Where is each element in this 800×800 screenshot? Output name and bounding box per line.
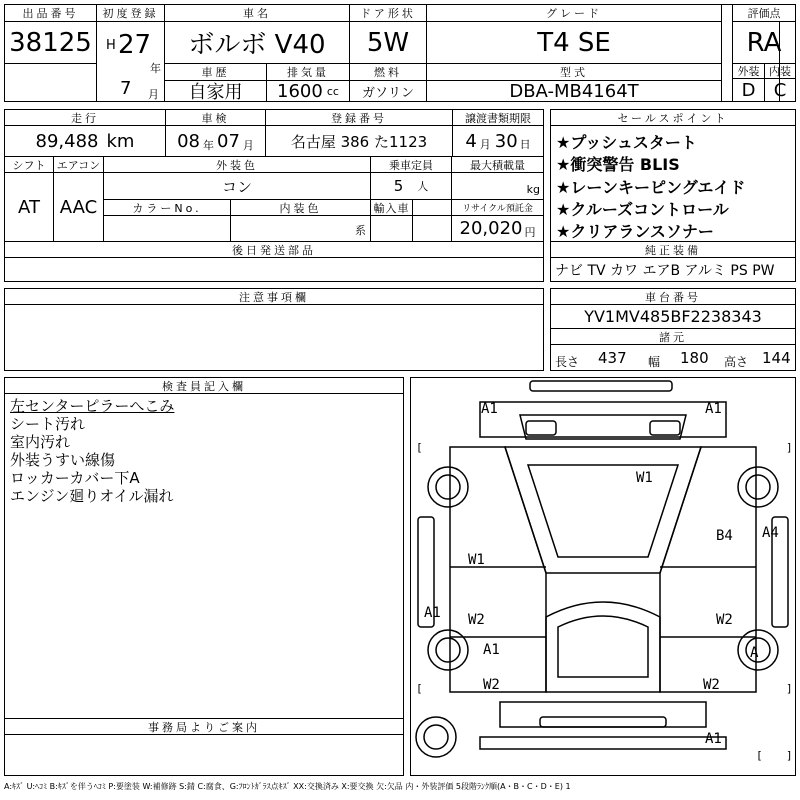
sales-point-2: ★衝突警告 BLIS [556, 155, 680, 174]
lot-value: 38125 [4, 21, 97, 64]
inspector-line-3: 室内汚れ [10, 433, 71, 451]
capacity-label: 乗車定員 [370, 156, 452, 173]
damage-w2-bottom-right: W2 [703, 677, 720, 693]
score-label: 評価点 [732, 4, 796, 22]
model-value: DBA-MB4164T [426, 80, 722, 102]
capacity-value: 5 [393, 177, 404, 195]
fuel-value: ガソリン [349, 80, 427, 102]
dimensions-row [550, 344, 796, 371]
damage-b4: B4 [716, 528, 733, 544]
door-label: ドア形状 [349, 4, 427, 22]
svg-text:[: [ [416, 682, 423, 695]
import-value-2 [412, 215, 452, 242]
damage-w2-left: W2 [468, 612, 485, 628]
inspector-line-4: 外装うすい線傷 [10, 451, 116, 469]
capacity-unit: 人 [417, 180, 429, 193]
sales-point-5: ★クリアランスソナー [556, 222, 714, 241]
color-no-label: カラーNo. [103, 199, 231, 216]
interior-grade: C [764, 78, 796, 102]
displacement-cell [266, 80, 350, 102]
recycle-value: 20,020 [459, 218, 523, 239]
reg-month: 7 [120, 78, 132, 99]
reg-year: 27 [118, 30, 152, 60]
inspector-line-2: シート汚れ [10, 415, 86, 433]
lot-blank [4, 63, 97, 102]
length-value: 437 [598, 349, 627, 367]
exterior-label: 外装 [732, 63, 765, 79]
shift-label: シフト [4, 156, 54, 173]
load-unit: kg [526, 183, 540, 196]
inspector-label: 検査員記入欄 [4, 377, 404, 394]
inspector-line-5: ロッカーカバー下A [10, 469, 140, 487]
transfer-day-unit: 日 [519, 138, 531, 151]
later-parts-label: 後日発送部品 [4, 241, 544, 258]
color-value: コン [103, 172, 371, 200]
color-no-value [103, 215, 231, 242]
later-parts-area [4, 257, 544, 282]
damage-a-wheel: A [750, 645, 759, 661]
first-reg-label: 初度登録 [96, 4, 165, 22]
era: H [106, 38, 116, 53]
score-value: RA [732, 21, 796, 64]
mileage-cell [4, 125, 166, 157]
length-label: 長さ [555, 355, 580, 369]
transfer-month-unit: 月 [479, 138, 491, 151]
inspector-line-6: エンジン廻りオイル漏れ [10, 487, 174, 505]
damage-w2-right: W2 [716, 612, 733, 628]
chassis-label: 車台番号 [550, 288, 796, 305]
width-label: 幅 [648, 355, 661, 369]
car-name-label: 車名 [164, 4, 350, 22]
aircon-label: エアコン [53, 156, 104, 173]
displacement-unit: cc [326, 84, 339, 98]
sales-points-label: セールスポイント [550, 109, 796, 126]
fuel-label: 燃料 [349, 63, 427, 81]
plate-label: 登録番号 [265, 109, 453, 126]
svg-text:[: [ [416, 441, 423, 454]
interior-color-label: 内装色 [230, 199, 371, 216]
interior-label: 内装 [764, 63, 796, 79]
inspection-month: 07 [217, 130, 240, 152]
transfer-day: 30 [494, 130, 518, 152]
office-label: 事務局よりご案内 [4, 718, 404, 735]
inspection-cell [165, 125, 266, 157]
reg-month-unit: 月 [148, 88, 159, 101]
equipment-label: 純正装備 [550, 241, 796, 258]
aircon-value: AAC [53, 172, 104, 242]
car-diagram [410, 377, 796, 776]
sales-point-3: ★レーンキーピングエイド [556, 178, 746, 197]
model-label: 型式 [426, 63, 722, 81]
shift-value: AT [4, 172, 54, 242]
legend: A:ｷｽﾞ U:ﾍｺﾐ B:ｷｽﾞを伴うﾍｺﾐ P:要塗装 W:補修跡 S:錆 C:腐食、G:ﾌﾛﾝﾄｶﾞﾗｽ点ｷｽﾞ XX:交換済み X:要交換 欠:欠品 内・外装評価 5段階ﾗﾝｸ順(A・B・C・D・E) 1 [4, 782, 571, 791]
lot-label: 出品番号 [4, 4, 97, 22]
damage-a1-mid: A1 [483, 642, 500, 658]
exterior-grade: D [732, 78, 765, 102]
damage-a1-top-right: A1 [705, 401, 722, 417]
mileage-label: 走行 [4, 109, 166, 126]
inspection-year-unit: 年 [203, 139, 214, 152]
damage-a1-bottom: A1 [705, 731, 722, 747]
grade-label: グレード [426, 4, 722, 22]
damage-a1-left: A1 [424, 605, 441, 621]
office-area [4, 734, 404, 776]
damage-a1-top-left: A1 [481, 401, 498, 417]
sales-point-4: ★クルーズコントロール [556, 200, 729, 219]
mileage-value: 89,488 [35, 130, 99, 152]
import-value [370, 215, 413, 242]
svg-text:]: ] [786, 441, 793, 454]
displacement-value: 1600 [277, 80, 323, 102]
svg-text:]: ] [786, 749, 793, 762]
inspector-line-1: 左センターピラーへこみ [10, 397, 175, 415]
transfer-cell [452, 125, 544, 157]
load-label: 最大積載量 [451, 156, 544, 173]
door-value: 5W [349, 21, 427, 64]
inspection-year: 08 [177, 130, 200, 152]
damage-w2-bottom-left: W2 [483, 677, 500, 693]
dimensions-label: 諸元 [550, 328, 796, 345]
grade-value: T4 SE [426, 21, 722, 64]
load-cell [451, 172, 544, 200]
damage-w1-left: W1 [468, 552, 485, 568]
displacement-label: 排気量 [266, 63, 350, 81]
height-label: 高さ [724, 355, 749, 369]
equipment-value: ナビ TV カワ エアB アルミ PS PW [555, 262, 775, 279]
notes-label: 注意事項欄 [4, 288, 544, 305]
width-value: 180 [680, 349, 709, 367]
inspection-month-unit: 月 [242, 139, 254, 152]
interior-color-cell [230, 215, 371, 242]
history-value: 自家用 [164, 80, 267, 102]
transfer-month: 4 [465, 130, 477, 152]
damage-a4: A4 [762, 525, 779, 541]
recycle-cell [451, 215, 544, 242]
plate-value: 名古屋 386 た1123 [265, 125, 453, 157]
import-label: 輸入車 [370, 199, 413, 216]
recycle-label: リサイクル預託金 [451, 199, 544, 216]
color-label: 外装色 [103, 156, 371, 173]
svg-text:[: [ [756, 749, 763, 762]
height-value: 144 [762, 349, 791, 367]
svg-text:]: ] [786, 682, 793, 695]
car-name: ボルボ V40 [164, 21, 350, 64]
chassis-value: YV1MV485BF2238343 [550, 304, 796, 329]
inspection-label: 車検 [165, 109, 266, 126]
recycle-unit: 円 [524, 225, 536, 239]
damage-w1-roof: W1 [636, 470, 653, 486]
interior-color-unit: 系 [355, 224, 366, 237]
history-label: 車歴 [164, 63, 267, 81]
sales-point-1: ★プッシュスタート [556, 133, 697, 152]
notes-area [4, 304, 544, 371]
mileage-unit: km [106, 130, 135, 152]
equipment-cell [550, 257, 796, 282]
reg-year-unit: 年 [150, 62, 161, 75]
transfer-label: 譲渡書類期限 [452, 109, 544, 126]
capacity-cell [370, 172, 452, 200]
